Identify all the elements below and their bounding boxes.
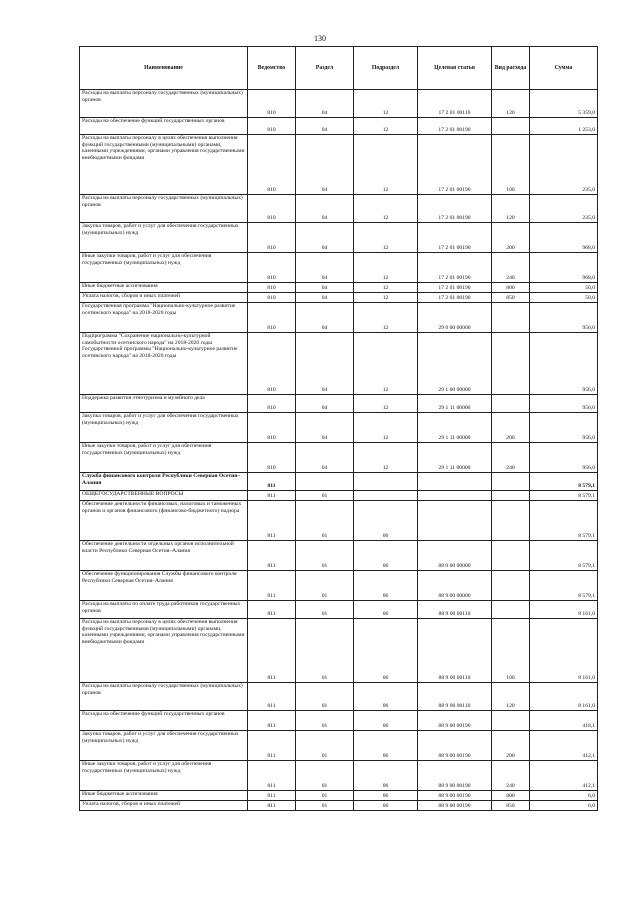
cell-target-article: 88 9 00 00000 — [418, 571, 492, 601]
cell-target-article — [418, 501, 492, 541]
cell-podrazdel: 06 — [354, 731, 418, 761]
table-row — [80, 761, 598, 791]
cell-ved: 810 — [248, 283, 296, 293]
table-row — [80, 801, 598, 811]
cell-expense-type — [492, 491, 530, 501]
table-row — [80, 195, 598, 223]
cell-target-article: 29 1 00 00000 — [418, 333, 492, 395]
cell-podrazdel — [354, 473, 418, 491]
cell-expense-type: 240 — [492, 761, 530, 791]
table-row — [80, 395, 598, 413]
cell-podrazdel: 06 — [354, 571, 418, 601]
cell-expense-type — [492, 118, 530, 135]
cell-expense-type — [492, 541, 530, 571]
cell-name: Расходы на выплаты персоналу в целях обеспечения выполнения функций государственными (муниципальными) органами, казенными учреждениями, органами управления государственными внебюджетными фондами — [80, 135, 248, 195]
cell-name: Иные закупки товаров, работ и услуг для обеспечения государственных (муниципальных) нужд — [80, 443, 248, 473]
cell-podrazdel: 06 — [354, 711, 418, 731]
cell-podrazdel: 12 — [354, 135, 418, 195]
table-row — [80, 619, 598, 683]
cell-expense-type — [492, 571, 530, 601]
cell-target-article: 17 2 01 00110 — [418, 90, 492, 118]
cell-name: Обеспечение функционирования Службы финансового контроля Республики Северная Осетия–Алания — [80, 571, 248, 601]
cell-razdel: 01 — [296, 801, 354, 811]
cell-sum: 8 579,1 — [530, 571, 598, 601]
cell-name: Обеспечение деятельности финансовых, налоговых и таможенных органов и органов финансового (финансово-бюджетного) надзора — [80, 501, 248, 541]
cell-podrazdel: 06 — [354, 683, 418, 711]
cell-expense-type: 200 — [492, 223, 530, 253]
cell-razdel: 04 — [296, 195, 354, 223]
cell-target-article: 88 0 00 00000 — [418, 541, 492, 571]
cell-podrazdel: 06 — [354, 801, 418, 811]
cell-expense-type: 120 — [492, 90, 530, 118]
cell-razdel: 01 — [296, 501, 354, 541]
cell-ved: 811 — [248, 501, 296, 541]
cell-expense-type: 120 — [492, 195, 530, 223]
cell-target-article: 17 2 01 00190 — [418, 118, 492, 135]
cell-expense-type: 240 — [492, 253, 530, 283]
cell-name: Иные бюджетные ассигнования — [80, 283, 248, 293]
cell-target-article: 17 2 01 00190 — [418, 283, 492, 293]
cell-name: Поддержка развития этнотуризма и музейного дела — [80, 395, 248, 413]
cell-ved: 811 — [248, 491, 296, 501]
cell-ved: 811 — [248, 541, 296, 571]
cell-podrazdel: 12 — [354, 223, 418, 253]
cell-ved: 811 — [248, 731, 296, 761]
cell-name: Иные закупки товаров, работ и услуг для обеспечения государственных (муниципальных) нужд — [80, 761, 248, 791]
cell-sum: 235,0 — [530, 195, 598, 223]
cell-name: Расходы на выплаты персоналу в целях обеспечения выполнения функций государственными (муниципальными) органами, казенными учреждениями, органами управления государственными внебюджетными фондами — [80, 619, 248, 683]
header-expense-type: Вид расхода — [492, 47, 530, 90]
table-row — [80, 135, 598, 195]
cell-target-article: 88 9 00 00110 — [418, 619, 492, 683]
cell-razdel: 01 — [296, 731, 354, 761]
cell-expense-type — [492, 303, 530, 333]
cell-sum: 235,0 — [530, 135, 598, 195]
cell-razdel: 01 — [296, 491, 354, 501]
cell-name: Уплата налогов, сборов и иных платежей — [80, 801, 248, 811]
cell-target-article: 17 2 01 00190 — [418, 253, 492, 283]
header-sum: Сумма — [530, 47, 598, 90]
cell-razdel: 01 — [296, 711, 354, 731]
header-razdel: Раздел — [296, 47, 354, 90]
table-row — [80, 118, 598, 135]
cell-name: ОБЩЕГОСУДАРСТВЕННЫЕ ВОПРОСЫ — [80, 491, 248, 501]
cell-razdel: 01 — [296, 541, 354, 571]
cell-name: Закупка товаров, работ и услуг для обеспечения государственных (муниципальных) нужд — [80, 731, 248, 761]
cell-target-article — [418, 491, 492, 501]
cell-razdel: 04 — [296, 443, 354, 473]
cell-name: Закупка товаров, работ и услуг для обеспечения государственных (муниципальных) нужд — [80, 413, 248, 443]
cell-podrazdel: 12 — [354, 253, 418, 283]
table-row — [80, 90, 598, 118]
cell-ved: 811 — [248, 619, 296, 683]
cell-razdel: 01 — [296, 571, 354, 601]
cell-name: Расходы на выплаты персоналу государственных (муниципальных) органов — [80, 195, 248, 223]
cell-target-article: 29 0 00 00000 — [418, 303, 492, 333]
cell-sum: 412,1 — [530, 731, 598, 761]
cell-sum: 8 161,0 — [530, 601, 598, 619]
cell-ved: 810 — [248, 293, 296, 303]
cell-razdel: 01 — [296, 761, 354, 791]
cell-expense-type: 800 — [492, 791, 530, 801]
cell-razdel: 04 — [296, 135, 354, 195]
cell-sum: 6,0 — [530, 791, 598, 801]
cell-target-article: 17 2 01 00190 — [418, 135, 492, 195]
cell-expense-type — [492, 501, 530, 541]
cell-razdel: 01 — [296, 791, 354, 801]
cell-podrazdel: 12 — [354, 293, 418, 303]
table-body — [80, 90, 598, 811]
cell-sum: 956,0 — [530, 395, 598, 413]
cell-podrazdel: 06 — [354, 791, 418, 801]
cell-sum: 8 579,1 — [530, 491, 598, 501]
cell-ved: 810 — [248, 90, 296, 118]
cell-sum: 956,0 — [530, 413, 598, 443]
cell-expense-type: 800 — [492, 283, 530, 293]
cell-ved: 810 — [248, 223, 296, 253]
table-row — [80, 473, 598, 491]
cell-sum: 1 253,0 — [530, 118, 598, 135]
cell-sum: 956,0 — [530, 443, 598, 473]
cell-name: Служба финансового контроля Республики Северная Осетия–Алания — [80, 473, 248, 491]
cell-target-article: 29 1 11 00000 — [418, 443, 492, 473]
cell-razdel: 04 — [296, 118, 354, 135]
cell-target-article: 29 1 11 00000 — [418, 395, 492, 413]
cell-podrazdel: 06 — [354, 541, 418, 571]
cell-podrazdel: 12 — [354, 195, 418, 223]
cell-target-article: 17 2 01 00190 — [418, 293, 492, 303]
cell-target-article: 17 2 01 00190 — [418, 223, 492, 253]
cell-razdel: 04 — [296, 303, 354, 333]
cell-razdel: 04 — [296, 90, 354, 118]
cell-sum: 968,0 — [530, 253, 598, 283]
cell-name: Расходы на обеспечение функций государственных органов — [80, 711, 248, 731]
cell-name: Обеспечение деятельности отдельных органов исполнительной власти Республики Северная Осетия–Алания — [80, 541, 248, 571]
table-row — [80, 223, 598, 253]
table-row — [80, 541, 598, 571]
cell-podrazdel: 12 — [354, 283, 418, 293]
cell-podrazdel: 12 — [354, 303, 418, 333]
cell-expense-type — [492, 395, 530, 413]
cell-name: Государственная программа "Национально-культурное развитие осетинского народа" на 2018-2020 годы — [80, 303, 248, 333]
table-row — [80, 683, 598, 711]
cell-expense-type: 100 — [492, 135, 530, 195]
cell-podrazdel: 12 — [354, 333, 418, 395]
cell-razdel: 04 — [296, 333, 354, 395]
cell-target-article: 88 9 00 00190 — [418, 801, 492, 811]
cell-ved: 810 — [248, 195, 296, 223]
cell-expense-type: 200 — [492, 731, 530, 761]
cell-target-article: 17 2 01 00190 — [418, 195, 492, 223]
cell-expense-type — [492, 473, 530, 491]
cell-expense-type: 100 — [492, 619, 530, 683]
cell-sum: 8 579,1 — [530, 501, 598, 541]
cell-name: Расходы на обеспечение функций государственных органов — [80, 118, 248, 135]
cell-razdel — [296, 473, 354, 491]
header-target-article: Целевая статья — [418, 47, 492, 90]
cell-podrazdel: 12 — [354, 118, 418, 135]
header-podrazdel: Подраздел — [354, 47, 418, 90]
cell-podrazdel: 06 — [354, 761, 418, 791]
table-row — [80, 731, 598, 761]
cell-podrazdel — [354, 491, 418, 501]
cell-expense-type — [492, 333, 530, 395]
cell-ved: 810 — [248, 443, 296, 473]
cell-ved: 811 — [248, 761, 296, 791]
cell-target-article: 88 9 00 00190 — [418, 761, 492, 791]
cell-name: Уплата налогов, сборов и иных платежей — [80, 293, 248, 303]
cell-podrazdel: 06 — [354, 501, 418, 541]
table-row — [80, 303, 598, 333]
table-row — [80, 711, 598, 731]
cell-podrazdel: 06 — [354, 601, 418, 619]
cell-sum: 8 161,0 — [530, 683, 598, 711]
cell-expense-type — [492, 601, 530, 619]
cell-name: Расходы на выплаты по оплате труда работников государственных органов — [80, 601, 248, 619]
cell-sum: 8 161,0 — [530, 619, 598, 683]
cell-razdel: 04 — [296, 293, 354, 303]
cell-sum: 418,1 — [530, 711, 598, 731]
table-row — [80, 791, 598, 801]
cell-sum: 956,0 — [530, 333, 598, 395]
budget-table — [79, 46, 598, 811]
cell-sum: 5 359,0 — [530, 90, 598, 118]
cell-razdel: 04 — [296, 395, 354, 413]
cell-expense-type: 240 — [492, 443, 530, 473]
cell-target-article: 88 9 00 00110 — [418, 683, 492, 711]
cell-podrazdel: 12 — [354, 443, 418, 473]
table-row — [80, 413, 598, 443]
cell-sum: 8 579,1 — [530, 541, 598, 571]
cell-razdel: 01 — [296, 619, 354, 683]
cell-ved: 811 — [248, 683, 296, 711]
cell-podrazdel: 12 — [354, 90, 418, 118]
cell-ved: 811 — [248, 473, 296, 491]
cell-expense-type: 850 — [492, 801, 530, 811]
table-row — [80, 601, 598, 619]
cell-target-article: 88 9 00 00110 — [418, 601, 492, 619]
table-row — [80, 293, 598, 303]
cell-ved: 811 — [248, 571, 296, 601]
cell-sum: 956,0 — [530, 303, 598, 333]
cell-razdel: 01 — [296, 683, 354, 711]
cell-razdel: 04 — [296, 223, 354, 253]
table-row — [80, 283, 598, 293]
cell-ved: 810 — [248, 413, 296, 443]
cell-razdel: 04 — [296, 253, 354, 283]
cell-sum: 50,0 — [530, 293, 598, 303]
cell-name: Иные бюджетные ассигнования — [80, 791, 248, 801]
cell-target-article: 88 9 00 00190 — [418, 731, 492, 761]
cell-sum: 968,0 — [530, 223, 598, 253]
cell-target-article — [418, 473, 492, 491]
cell-name: Иные закупки товаров, работ и услуг для обеспечения государственных (муниципальных) нужд — [80, 253, 248, 283]
cell-name: Расходы на выплаты персоналу государственных (муниципальных) органов — [80, 90, 248, 118]
cell-ved: 810 — [248, 303, 296, 333]
header-ved: Ведомство — [248, 47, 296, 90]
cell-sum: 412,1 — [530, 761, 598, 791]
cell-sum: 50,0 — [530, 283, 598, 293]
cell-razdel: 01 — [296, 601, 354, 619]
cell-target-article: 88 9 00 00190 — [418, 791, 492, 801]
cell-expense-type: 200 — [492, 413, 530, 443]
cell-razdel: 04 — [296, 413, 354, 443]
page-number: 130 — [314, 34, 326, 43]
cell-sum: 8 579,1 — [530, 473, 598, 491]
cell-podrazdel: 12 — [354, 395, 418, 413]
cell-ved: 810 — [248, 135, 296, 195]
cell-expense-type: 120 — [492, 683, 530, 711]
table-row — [80, 491, 598, 501]
cell-name: Подпрограмма "Сохранение национально-культурной самобытности осетинского народа" на 2018-2020 годы Государственной программы "Национально-культурное развитие осетинского народа" на 2018-2020 годы — [80, 333, 248, 395]
cell-ved: 811 — [248, 791, 296, 801]
cell-target-article: 88 9 00 00190 — [418, 711, 492, 731]
cell-expense-type — [492, 711, 530, 731]
cell-sum: 6,0 — [530, 801, 598, 811]
cell-ved: 811 — [248, 711, 296, 731]
table-row — [80, 501, 598, 541]
cell-expense-type: 850 — [492, 293, 530, 303]
cell-ved: 810 — [248, 333, 296, 395]
table-row — [80, 443, 598, 473]
cell-podrazdel: 06 — [354, 619, 418, 683]
cell-name: Расходы на выплаты персоналу государственных (муниципальных) органов — [80, 683, 248, 711]
table-row — [80, 253, 598, 283]
cell-name: Закупка товаров, работ и услуг для обеспечения государственных (муниципальных) нужд — [80, 223, 248, 253]
cell-ved: 810 — [248, 253, 296, 283]
cell-podrazdel: 12 — [354, 413, 418, 443]
cell-razdel: 04 — [296, 283, 354, 293]
header-name: Наименование — [80, 47, 248, 90]
table-row — [80, 571, 598, 601]
cell-ved: 811 — [248, 601, 296, 619]
table-row — [80, 333, 598, 395]
cell-ved: 810 — [248, 118, 296, 135]
cell-target-article: 29 1 11 00000 — [418, 413, 492, 443]
table-header-row — [80, 47, 598, 90]
cell-ved: 810 — [248, 395, 296, 413]
cell-ved: 811 — [248, 801, 296, 811]
